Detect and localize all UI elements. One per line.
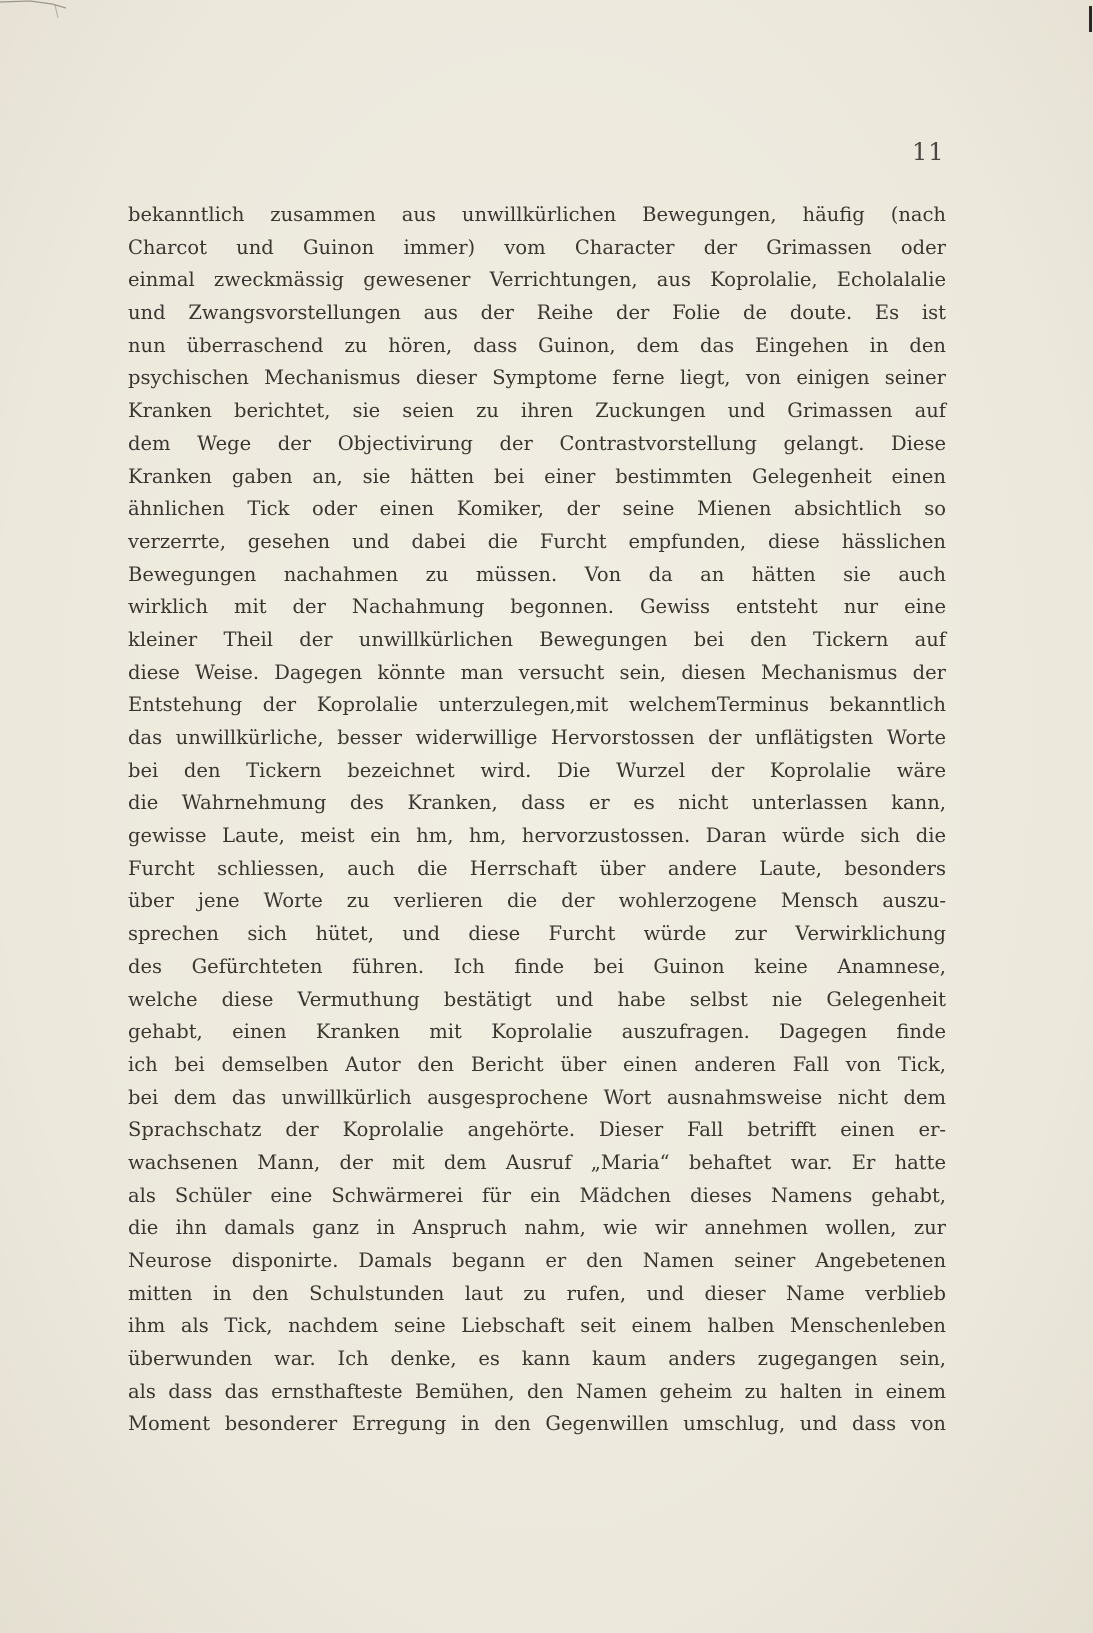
- text-line: verzerrte, gesehen und dabei die Furcht empfunden, diese hässlichen: [128, 529, 946, 553]
- text-line: welche diese Vermuthung bestätigt und habe selbst nie Gelegenheit: [128, 987, 946, 1011]
- text-line: ich bei demselben Autor den Bericht über einen anderen Fall von Tick,: [128, 1052, 946, 1076]
- page-number: 11: [912, 138, 945, 166]
- text-line: ähnlichen Tick oder einen Komiker, der seine Mienen absichtlich so: [128, 497, 946, 521]
- text-line: die Wahrnehmung des Kranken, dass er es nicht unterlassen kann,: [128, 791, 946, 815]
- text-line: und Zwangsvorstellungen aus der Reihe der Folie de doute. Es ist: [128, 301, 946, 325]
- text-line: gehabt, einen Kranken mit Koprolalie auszufragen. Dagegen finde: [128, 1020, 946, 1044]
- text-line: bekanntlich zusammen aus unwillkürlichen Bewegungen, häufig (nach: [128, 203, 946, 226]
- text-line: kleiner Theil der unwillkürlichen Bewegungen bei den Tickern auf: [128, 627, 946, 651]
- page-corner-stain: [0, 0, 70, 24]
- text-line: Furcht schliessen, auch die Herrschaft über andere Laute, besonders: [128, 856, 946, 880]
- text-line: Kranken gaben an, sie hätten bei einer bestimmten Gelegenheit einen: [128, 464, 946, 488]
- text-line: die ihn damals ganz in Anspruch nahm, wie wir annehmen wollen, zur: [128, 1216, 946, 1240]
- text-line: das unwillkürliche, besser widerwillige Hervorstossen der unflätigsten Worte: [128, 726, 946, 749]
- text-line: bei den Tickern bezeichnet wird. Die Wurzel der Koprolalie wäre: [128, 758, 946, 782]
- page-edge-mark: [1087, 0, 1093, 40]
- text-line: bei dem das unwillkürlich ausgesprochene Wort ausnahmsweise nicht dem: [128, 1085, 946, 1109]
- text-line: gewisse Laute, meist ein hm, hm, hervorzustossen. Daran würde sich die: [128, 824, 946, 848]
- text-line: dem Wege der Objectivirung der Contrastvorstellung gelangt. Diese: [128, 431, 946, 455]
- text-line: sprechen sich hütet, und diese Furcht würde zur Verwirklichung: [128, 922, 946, 946]
- text-line: Charcot und Guinon immer) vom Character der Grimassen oder: [128, 235, 946, 259]
- text-line: Sprachschatz der Koprolalie angehörte. Dieser Fall betrifft einen er-: [128, 1118, 946, 1142]
- text-line: des Gefürchteten führen. Ich finde bei Guinon keine Anamnese,: [128, 954, 946, 978]
- text-line: wirklich mit der Nachahmung begonnen. Gewiss entsteht nur eine: [128, 595, 946, 619]
- text-line: als Schüler eine Schwärmerei für ein Mädchen dieses Namens gehabt,: [128, 1183, 946, 1207]
- text-line: Bewegungen nachahmen zu müssen. Von da an hätten sie auch: [128, 562, 946, 586]
- text-line: diese Weise. Dagegen könnte man versucht sein, diesen Mechanismus der: [128, 660, 946, 684]
- text-line: als dass das ernsthafteste Bemühen, den Namen geheim zu halten in einem: [128, 1379, 946, 1403]
- text-line: Neurose disponirte. Damals begann er den Namen seiner Angebetenen: [128, 1249, 946, 1272]
- text-line: einmal zweckmässig gewesener Verrichtungen, aus Koprolalie, Echolalalie: [128, 268, 946, 292]
- text-line: Kranken berichtet, sie seien zu ihren Zuckungen und Grimassen auf: [128, 399, 946, 423]
- text-line: mitten in den Schulstunden laut zu rufen, und dieser Name verblieb: [128, 1281, 946, 1305]
- text-line: über jene Worte zu verlieren die der wohlerzogene Mensch auszu-: [128, 889, 946, 913]
- text-line: ihm als Tick, nachdem seine Liebschaft seit einem halben Menschenleben: [128, 1314, 946, 1338]
- text-line: nun überraschend zu hören, dass Guinon, dem das Eingehen in den: [128, 333, 946, 357]
- text-line: psychischen Mechanismus dieser Symptome ferne liegt, von einigen seiner: [128, 366, 946, 390]
- body-text: [128, 199, 946, 1441]
- text-line: Moment besonderer Erregung in den Gegenwillen umschlug, und dass von: [128, 1412, 946, 1436]
- text-line: wachsenen Mann, der mit dem Ausruf „Maria“ behaftet war. Er hatte: [128, 1150, 946, 1174]
- text-line: überwunden war. Ich denke, es kann kaum anders zugegangen sein,: [128, 1347, 946, 1371]
- text-line: Entstehung der Koprolalie unterzulegen,mit welchemTerminus bekanntlich: [128, 693, 946, 717]
